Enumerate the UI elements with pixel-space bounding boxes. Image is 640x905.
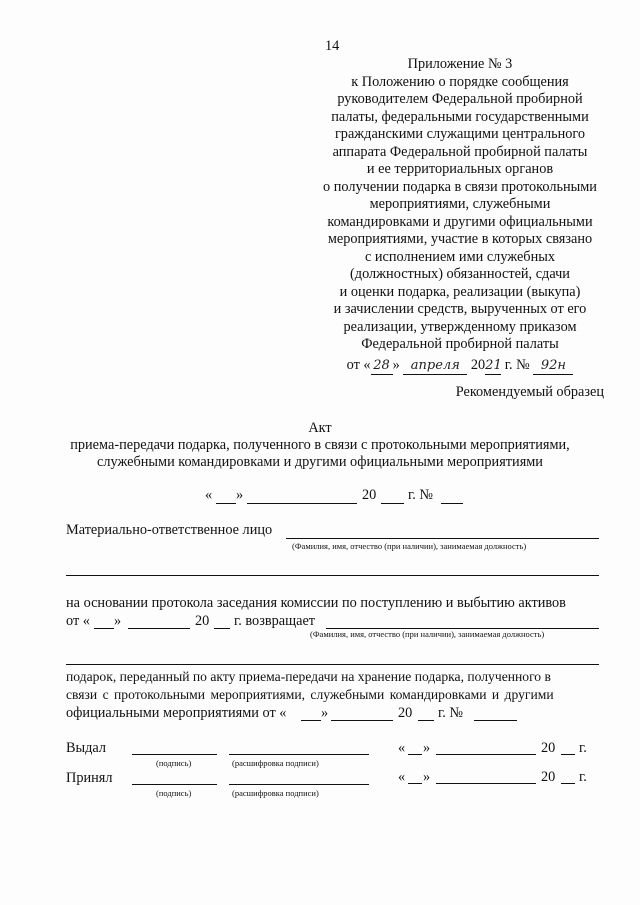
issued-label: Выдал (66, 740, 107, 756)
order-day: 28 (371, 358, 393, 375)
responsible-field-continuation[interactable] (66, 575, 599, 576)
issued-decode-hint: (расшифровка подписи) (232, 758, 319, 768)
received-century: 20 (541, 769, 556, 785)
responsible-label: Материально-ответственное лицо (66, 522, 273, 538)
received-signature-field[interactable] (132, 784, 217, 785)
appendix-title: Приложение № 3 (407, 56, 513, 72)
act-number-field[interactable] (441, 503, 463, 504)
appendix-line: мероприятиями, служебными (369, 196, 551, 212)
appendix-line: палаты, федеральными государственными (331, 108, 589, 125)
act-year-label: г. № (408, 487, 434, 503)
issued-date-close: » (423, 740, 431, 756)
order-suffix: г. № (504, 356, 530, 373)
act-subtitle-1: приема-передачи подарка, полученного в связи с протокольными мероприятиями, (70, 437, 570, 453)
act-title: Акт (308, 420, 332, 436)
received-decode-field[interactable] (229, 784, 369, 785)
received-day-field[interactable] (408, 783, 422, 784)
returns-person-continuation[interactable] (66, 664, 599, 665)
order-mid: » (392, 356, 400, 373)
gift-day-field[interactable] (301, 720, 321, 721)
order-month: апреля (403, 358, 467, 375)
appendix-line: гражданскими служащими центрального (334, 126, 586, 142)
gift-month-field[interactable] (331, 720, 393, 721)
returns-hint: (Фамилия, имя, отчество (при наличии), занимаемая должность) (310, 629, 545, 639)
appendix-line: Федеральной пробирной палаты (361, 336, 559, 352)
appendix-line: (должностных) обязанностей, сдачи (350, 266, 570, 282)
order-number: 92н (533, 358, 573, 375)
gift-line-2: связи с протокольными мероприятиями, служебными командировками и другими (66, 687, 554, 702)
appendix-line: и оценки подарка, реализации (выкупа) (339, 283, 581, 300)
received-sign-hint: (подпись) (156, 788, 192, 798)
act-date-open: « (205, 487, 213, 503)
appendix-block (300, 56, 620, 376)
recommended-label: Рекомендуемый образец (455, 384, 604, 400)
gift-line-3-suffix: г. № (438, 705, 464, 721)
appendix-line: с исполнением ими служебных (364, 248, 555, 265)
returns-month-field[interactable] (128, 628, 190, 629)
basis-text: на основании протокола заседания комиссии по поступлению и выбытию активов (66, 595, 566, 611)
appendix-line: и ее территориальных органов (366, 161, 554, 177)
appendix-line: командировками и другими официальными (327, 213, 593, 230)
issued-signature-field[interactable] (132, 754, 217, 755)
gift-line-3-prefix: официальными мероприятиями от « (66, 705, 287, 721)
order-prefix: от « (346, 356, 371, 373)
returns-prefix: от « (66, 613, 90, 629)
received-date-close: » (423, 769, 431, 785)
act-month-field[interactable] (247, 503, 357, 504)
issued-sign-hint: (подпись) (156, 758, 192, 768)
received-decode-hint: (расшифровка подписи) (232, 788, 319, 798)
page-number: 14 (325, 38, 340, 54)
appendix-line: о получении подарка в связи протокольными (323, 178, 597, 195)
gift-line-1: подарок, переданный по акту приема-передачи на хранение подарка, полученного в (66, 669, 551, 684)
gift-line-3-close: » (321, 705, 329, 721)
received-month-field[interactable] (436, 783, 536, 784)
received-year-label: г. (579, 769, 587, 785)
issued-month-field[interactable] (436, 754, 536, 755)
appendix-line: реализации, утвержденному приказом (343, 318, 577, 335)
gift-year-field[interactable] (418, 720, 434, 721)
order-year-prefix: 20 (470, 356, 486, 373)
issued-year-field[interactable] (561, 754, 575, 755)
received-date-open: « (398, 769, 406, 785)
order-line (300, 354, 620, 376)
returns-day-field[interactable] (94, 628, 114, 629)
issued-century: 20 (541, 740, 556, 756)
received-year-field[interactable] (561, 783, 575, 784)
appendix-line: мероприятиями, участие в которых связано (327, 231, 593, 247)
appendix-line: аппарата Федеральной пробирной палаты (332, 143, 588, 160)
appendix-line: и зачислении средств, вырученных от его (333, 301, 587, 317)
issued-year-label: г. (579, 740, 587, 756)
returns-label: г. возвращает (234, 613, 316, 629)
received-label: Принял (66, 770, 113, 786)
appendix-line: руководителем Федеральной пробирной (337, 91, 583, 107)
appendix-line: к Положению о порядке сообщения (351, 73, 569, 90)
responsible-hint: (Фамилия, имя, отчество (при наличии), занимаемая должность) (292, 541, 527, 551)
appendix-text (300, 74, 620, 354)
act-subtitle-2: служебными командировками и другими официальными мероприятиями (97, 454, 543, 470)
returns-year-field[interactable] (214, 628, 230, 629)
act-date-close: » (236, 487, 244, 503)
issued-date-open: « (398, 740, 406, 756)
returns-century: 20 (195, 613, 210, 629)
returns-close: » (114, 613, 122, 629)
act-year-field[interactable] (381, 503, 404, 504)
order-year-suffix: 21 (485, 357, 502, 373)
act-century: 20 (362, 487, 377, 503)
issued-decode-field[interactable] (229, 754, 369, 755)
act-day-field[interactable] (216, 503, 236, 504)
issued-day-field[interactable] (408, 754, 422, 755)
gift-number-field[interactable] (474, 720, 517, 721)
responsible-field[interactable] (286, 538, 599, 539)
gift-century: 20 (398, 705, 413, 721)
